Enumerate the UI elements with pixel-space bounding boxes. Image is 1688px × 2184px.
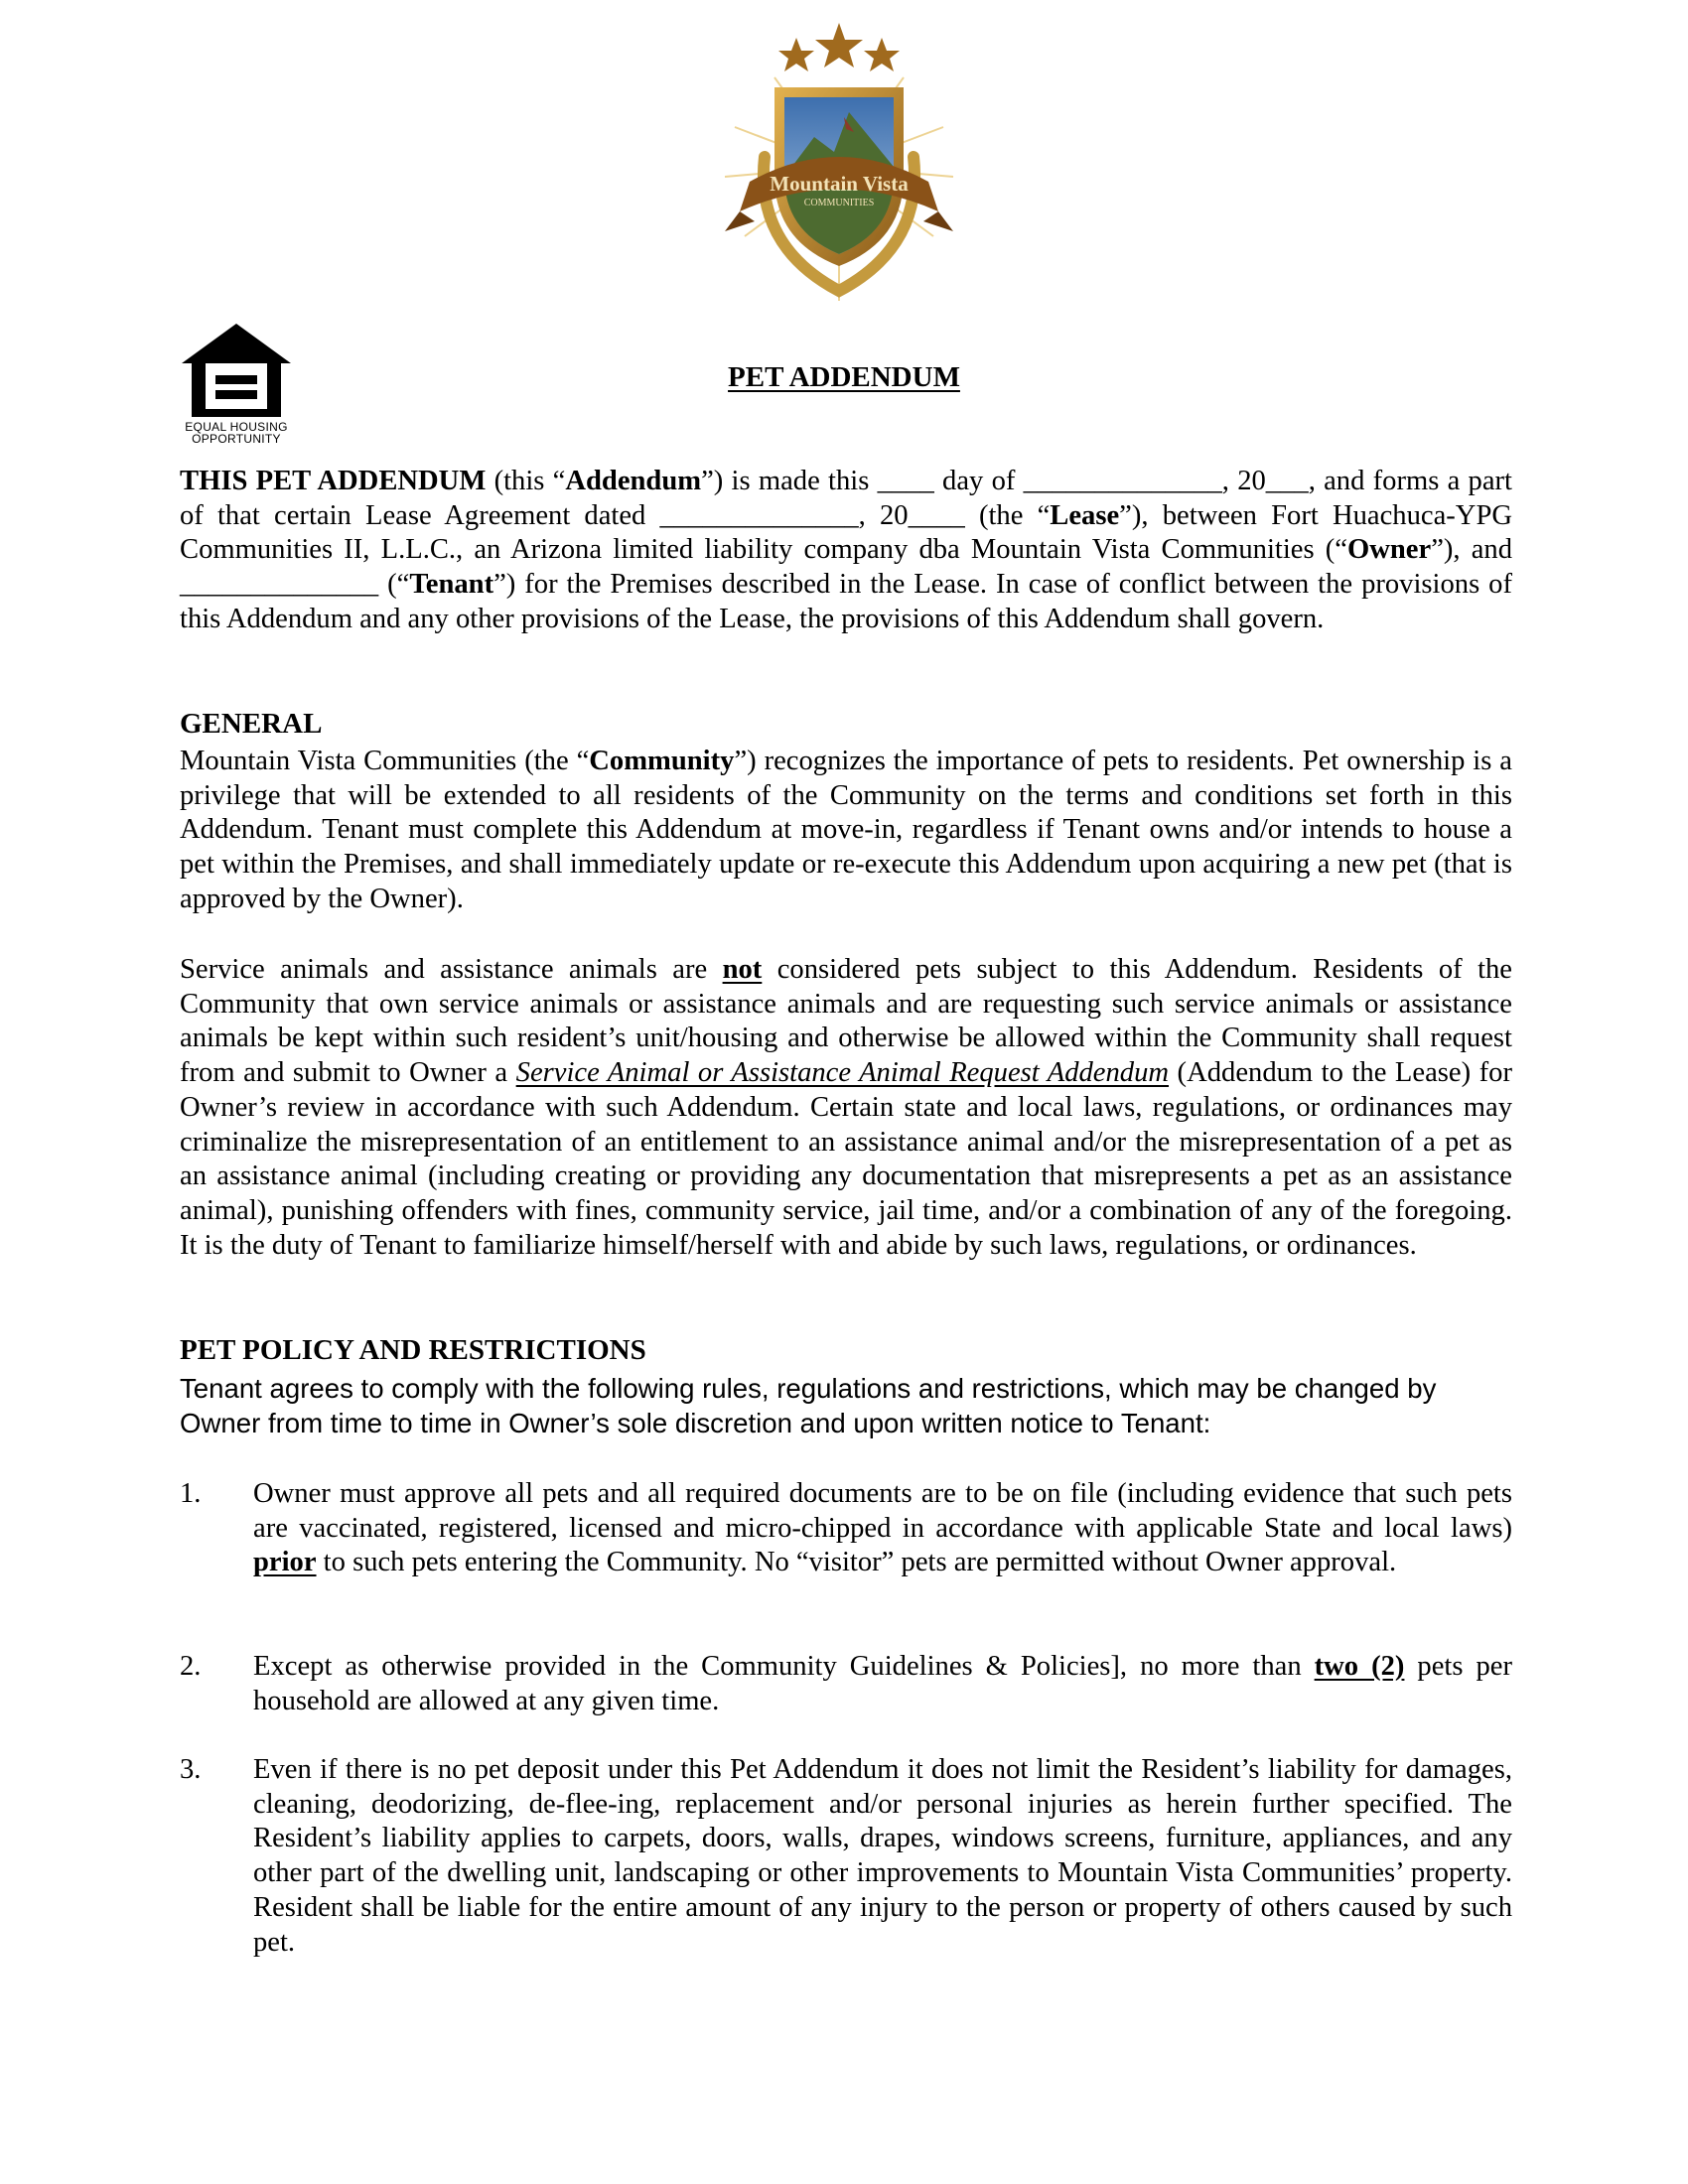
- service-not-emphasis: not: [722, 954, 763, 985]
- intro-text-3: ”), between Fort Huachuca-YPG Communities II, L.L.C., an Arizona limited liability company dba Mountain Vista Communities (“: [180, 499, 1512, 566]
- list-item-text: Even if there is no pet deposit under this Pet Addendum it does not limit the Resident’s liability for damages, cleaning, deodorizing, de-flee-ing, replacement and/or personal injuries as herein further specified. The Resident’s liability applies to carpets, doors, walls, drapes, windows screens, furniture, appliances, and any other part of the dwelling unit, landscaping or other improvements to Mountain Vista Communities’ property. Resident shall be liable for the entire amount of any injury to the person or property of others caused by such pet.: [253, 1754, 1512, 1958]
- policy-intro: [180, 1372, 1512, 1441]
- list-item-text: pets per household are allowed at any given time.: [253, 1651, 1512, 1716]
- intro-text-1: (this “: [486, 466, 566, 496]
- service-form-name: Service Animal or Assistance Animal Request Addendum: [515, 1057, 1170, 1089]
- intro-text-4: ”), and ______________ (“: [180, 534, 1512, 601]
- service-animals-paragraph: [180, 953, 1512, 1263]
- list-item-number: 1.: [180, 1478, 202, 1509]
- list-item-emphasis: prior: [253, 1547, 317, 1578]
- logo-graphic: [695, 18, 983, 316]
- eho-line-2: OPPORTUNITY: [192, 432, 281, 446]
- list-item-number: 3.: [180, 1754, 202, 1785]
- document-title: PET ADDENDUM: [728, 361, 960, 393]
- list-item-text: Owner must approve all pets and all required documents are to be on file (including evidence that such pets are vaccinated, registered, licensed and micro-chipped in accordance with applicable State and local laws): [253, 1478, 1512, 1544]
- intro-text-5: ”) for the Premises described in the Lease. In case of conflict between the provisions of this Addendum and any other provisions of the Lease, the provisions of this Addendum shall govern.: [180, 569, 1512, 634]
- list-item-number: 2.: [180, 1651, 202, 1682]
- policy-heading: PET POLICY AND RESTRICTIONS: [180, 1334, 646, 1366]
- service-text-2: considered pets subject to this Addendum. Residents of the Community that own service animals or assistance animals and are requesting such service animals or assistance animals be kept within such resident’s unit/housing and otherwise be allowed within the Community shall request from and submit to Owner a: [180, 954, 1512, 1089]
- policy-intro-text: Tenant agrees to comply with the following rules, regulations and restrictions, which may be changed by Owner from time to time in Owner’s sole discretion and upon written notice to Tenant:: [180, 1373, 1437, 1438]
- intro-term-owner: Owner: [1347, 534, 1432, 566]
- list-item-emphasis: two (2): [1314, 1651, 1405, 1682]
- general-paragraph: [180, 745, 1512, 917]
- intro-lead: THIS PET ADDENDUM: [180, 466, 487, 496]
- general-term-community: Community: [589, 746, 735, 776]
- general-text-1: Mountain Vista Communities (the “: [180, 746, 590, 776]
- service-text-3: (Addendum to the Lease) for Owner’s review in accordance with such Addendum. Certain state and local laws, regulations, or ordinances may criminalize the misrepresentation of an entitlement to an assistance animal and/or the misrepresentation of a pet as an assistance animal (including creating or providing any documentation that misrepresents a pet as an assistance animal), punishing offenders with fines, community service, jail time, and/or a combination of any of the foregoing. It is the duty of Tenant to familiarize himself/herself with and abide by such laws, regulations, or ordinances.: [180, 1057, 1512, 1261]
- service-text-1: Service animals and assistance animals are: [180, 954, 723, 985]
- mountain-vista-communities-logo: [695, 18, 983, 316]
- list-item: [180, 1477, 1512, 1580]
- intro-term-tenant: Tenant: [409, 569, 494, 601]
- eho-line-1: EQUAL HOUSING: [185, 420, 288, 434]
- list-item: [180, 1753, 1512, 1960]
- intro-term-lease: Lease: [1050, 499, 1120, 531]
- logo-subtext: COMMUNITIES: [803, 198, 875, 208]
- intro-term-addendum: Addendum: [565, 466, 702, 496]
- list-item: [180, 1650, 1512, 1718]
- list-item-text: to such pets entering the Community. No “visitor” pets are permitted without Owner approval.: [316, 1547, 1397, 1578]
- list-item-text: Except as otherwise provided in the Community Guidelines & Policies], no more than: [253, 1651, 1315, 1682]
- intro-paragraph: [180, 465, 1512, 637]
- general-text-2: ”) recognizes the importance of pets to residents. Pet ownership is a privilege that will be extended to all residents of the Community on the terms and conditions set forth in this Addendum. Tenant must complete this Addendum at move-in, regardless if Tenant owns and/or intends to house a pet within the Premises, and shall immediately update or re-execute this Addendum upon acquiring a new pet (that is approved by the Owner).: [180, 746, 1512, 914]
- intro-text-2: ”) is made this ____ day of ______________, 20___, and forms a part of that certain Lease Agreement dated ______________, 20____ (the “: [180, 466, 1512, 531]
- general-heading: GENERAL: [180, 708, 323, 740]
- logo-text: Mountain Vista: [770, 172, 909, 196]
